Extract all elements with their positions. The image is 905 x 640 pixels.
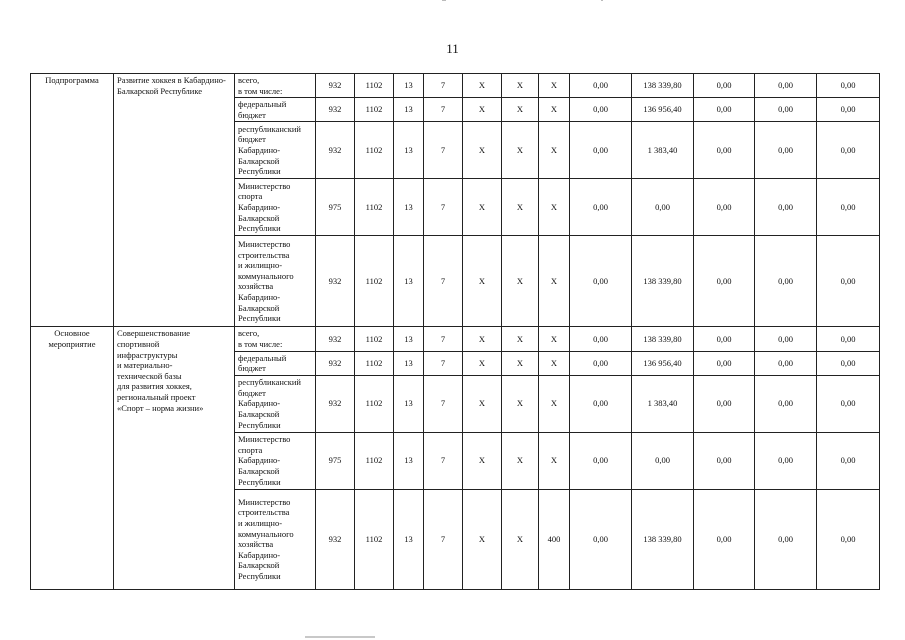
funding-source-cell: всего, в том числе: — [235, 74, 316, 98]
amount-cell-v5: 0,00 — [817, 122, 880, 179]
amount-cell-v1: 0,00 — [570, 179, 632, 236]
code-cell-grbs: 932 — [316, 375, 355, 432]
funding-source-cell: всего, в том числе: — [235, 327, 316, 351]
amount-cell-v2: 136 956,40 — [632, 351, 694, 375]
code-cell-pp: 7 — [424, 98, 463, 122]
amount-cell-v5: 0,00 — [817, 375, 880, 432]
code-cell-pp: 7 — [424, 122, 463, 179]
funding-source-cell: федеральный бюджет — [235, 351, 316, 375]
amount-cell-v2: 0,00 — [632, 432, 694, 489]
amount-cell-v1: 0,00 — [570, 98, 632, 122]
budget-table — [30, 73, 880, 590]
code-cell-pp: 7 — [424, 351, 463, 375]
code-cell-rzpr: 1102 — [355, 375, 394, 432]
code-cell-om: X — [463, 375, 502, 432]
funding-source-cell: федеральный бюджет — [235, 98, 316, 122]
code-cell-napr: X — [502, 327, 539, 351]
amount-cell-v3: 0,00 — [694, 122, 755, 179]
code-cell-vr: X — [539, 327, 570, 351]
amount-cell-v3: 0,00 — [694, 489, 755, 589]
code-cell-vr: X — [539, 236, 570, 327]
amount-cell-v1: 0,00 — [570, 375, 632, 432]
amount-cell-v3: 0,00 — [694, 74, 755, 98]
code-cell-gp: 13 — [394, 375, 424, 432]
amount-cell-v4: 0,00 — [755, 375, 817, 432]
code-cell-napr: X — [502, 375, 539, 432]
code-cell-gp: 13 — [394, 432, 424, 489]
code-cell-grbs: 932 — [316, 489, 355, 589]
amount-cell-v5: 0,00 — [817, 489, 880, 589]
amount-cell-v2: 1 383,40 — [632, 122, 694, 179]
amount-cell-v4: 0,00 — [755, 432, 817, 489]
amount-cell-v4: 0,00 — [755, 122, 817, 179]
amount-cell-v2: 0,00 — [632, 179, 694, 236]
program-name-cell: Развитие хоккея в Кабардино-Балкарской Республике — [114, 74, 235, 327]
scan-mark-top — [442, 0, 446, 1]
funding-source-cell: республиканский бюджет Кабардино- Балкарской Республики — [235, 375, 316, 432]
amount-cell-v4: 0,00 — [755, 98, 817, 122]
program-level-cell: Основное мероприятие — [31, 327, 114, 589]
code-cell-rzpr: 1102 — [355, 236, 394, 327]
code-cell-om: X — [463, 74, 502, 98]
amount-cell-v3: 0,00 — [694, 179, 755, 236]
code-cell-vr: X — [539, 122, 570, 179]
amount-cell-v2: 138 339,80 — [632, 327, 694, 351]
amount-cell-v3: 0,00 — [694, 351, 755, 375]
program-name-cell: Совершенствование спортивной инфраструктуры и материально- технической базы для развития хоккея, региональный проект «Спорт – норма жизни» — [114, 327, 235, 589]
code-cell-vr: X — [539, 351, 570, 375]
amount-cell-v4: 0,00 — [755, 179, 817, 236]
code-cell-grbs: 932 — [316, 236, 355, 327]
code-cell-om: X — [463, 489, 502, 589]
code-cell-gp: 13 — [394, 327, 424, 351]
code-cell-gp: 13 — [394, 236, 424, 327]
amount-cell-v5: 0,00 — [817, 327, 880, 351]
code-cell-vr: X — [539, 74, 570, 98]
code-cell-grbs: 975 — [316, 432, 355, 489]
program-level-cell: Подпрограмма — [31, 74, 114, 327]
code-cell-rzpr: 1102 — [355, 179, 394, 236]
code-cell-pp: 7 — [424, 179, 463, 236]
code-cell-napr: X — [502, 98, 539, 122]
amount-cell-v4: 0,00 — [755, 74, 817, 98]
code-cell-napr: X — [502, 236, 539, 327]
amount-cell-v2: 138 339,80 — [632, 489, 694, 589]
code-cell-rzpr: 1102 — [355, 327, 394, 351]
amount-cell-v1: 0,00 — [570, 122, 632, 179]
amount-cell-v3: 0,00 — [694, 327, 755, 351]
code-cell-om: X — [463, 351, 502, 375]
funding-source-cell: Министерство спорта Кабардино- Балкарской Республики — [235, 432, 316, 489]
amount-cell-v5: 0,00 — [817, 179, 880, 236]
table-body — [31, 74, 880, 590]
amount-cell-v3: 0,00 — [694, 375, 755, 432]
amount-cell-v5: 0,00 — [817, 74, 880, 98]
funding-source-cell: Министерство строительства и жилищно- коммунального хозяйства Кабардино- Балкарской Республики — [235, 489, 316, 589]
scan-mark-bottom — [305, 636, 375, 638]
amount-cell-v5: 0,00 — [817, 98, 880, 122]
code-cell-om: X — [463, 122, 502, 179]
amount-cell-v2: 138 339,80 — [632, 74, 694, 98]
code-cell-napr: X — [502, 74, 539, 98]
code-cell-napr: X — [502, 432, 539, 489]
code-cell-om: X — [463, 179, 502, 236]
code-cell-gp: 13 — [394, 122, 424, 179]
code-cell-grbs: 975 — [316, 179, 355, 236]
funding-source-cell: республиканский бюджет Кабардино- Балкарской Республики — [235, 122, 316, 179]
amount-cell-v5: 0,00 — [817, 351, 880, 375]
code-cell-napr: X — [502, 122, 539, 179]
amount-cell-v3: 0,00 — [694, 236, 755, 327]
code-cell-gp: 13 — [394, 351, 424, 375]
code-cell-rzpr: 1102 — [355, 489, 394, 589]
amount-cell-v1: 0,00 — [570, 432, 632, 489]
amount-cell-v1: 0,00 — [570, 489, 632, 589]
code-cell-grbs: 932 — [316, 98, 355, 122]
code-cell-grbs: 932 — [316, 327, 355, 351]
code-cell-om: X — [463, 327, 502, 351]
code-cell-pp: 7 — [424, 432, 463, 489]
code-cell-vr: X — [539, 98, 570, 122]
code-cell-pp: 7 — [424, 375, 463, 432]
amount-cell-v4: 0,00 — [755, 236, 817, 327]
table-row — [31, 327, 880, 351]
code-cell-pp: 7 — [424, 236, 463, 327]
code-cell-gp: 13 — [394, 489, 424, 589]
code-cell-vr: 400 — [539, 489, 570, 589]
amount-cell-v1: 0,00 — [570, 236, 632, 327]
funding-source-cell: Министерство строительства и жилищно- коммунального хозяйства Кабардино- Балкарской Республики — [235, 236, 316, 327]
code-cell-vr: X — [539, 179, 570, 236]
amount-cell-v3: 0,00 — [694, 432, 755, 489]
code-cell-grbs: 932 — [316, 74, 355, 98]
table-row — [31, 74, 880, 98]
code-cell-rzpr: 1102 — [355, 351, 394, 375]
code-cell-om: X — [463, 236, 502, 327]
code-cell-pp: 7 — [424, 489, 463, 589]
code-cell-napr: X — [502, 351, 539, 375]
code-cell-rzpr: 1102 — [355, 98, 394, 122]
amount-cell-v5: 0,00 — [817, 432, 880, 489]
scan-mark-top — [601, 0, 603, 1]
code-cell-rzpr: 1102 — [355, 74, 394, 98]
code-cell-rzpr: 1102 — [355, 432, 394, 489]
amount-cell-v3: 0,00 — [694, 98, 755, 122]
code-cell-napr: X — [502, 179, 539, 236]
code-cell-vr: X — [539, 432, 570, 489]
code-cell-pp: 7 — [424, 327, 463, 351]
amount-cell-v2: 1 383,40 — [632, 375, 694, 432]
code-cell-rzpr: 1102 — [355, 122, 394, 179]
code-cell-pp: 7 — [424, 74, 463, 98]
funding-source-cell: Министерство спорта Кабардино- Балкарской Республики — [235, 179, 316, 236]
code-cell-om: X — [463, 432, 502, 489]
amount-cell-v1: 0,00 — [570, 351, 632, 375]
amount-cell-v5: 0,00 — [817, 236, 880, 327]
code-cell-vr: X — [539, 375, 570, 432]
amount-cell-v2: 136 956,40 — [632, 98, 694, 122]
amount-cell-v1: 0,00 — [570, 327, 632, 351]
code-cell-gp: 13 — [394, 98, 424, 122]
amount-cell-v1: 0,00 — [570, 74, 632, 98]
code-cell-napr: X — [502, 489, 539, 589]
code-cell-grbs: 932 — [316, 122, 355, 179]
code-cell-gp: 13 — [394, 179, 424, 236]
amount-cell-v4: 0,00 — [755, 327, 817, 351]
code-cell-om: X — [463, 98, 502, 122]
page-number: 11 — [446, 41, 459, 56]
amount-cell-v4: 0,00 — [755, 351, 817, 375]
amount-cell-v2: 138 339,80 — [632, 236, 694, 327]
amount-cell-v4: 0,00 — [755, 489, 817, 589]
code-cell-grbs: 932 — [316, 351, 355, 375]
code-cell-gp: 13 — [394, 74, 424, 98]
